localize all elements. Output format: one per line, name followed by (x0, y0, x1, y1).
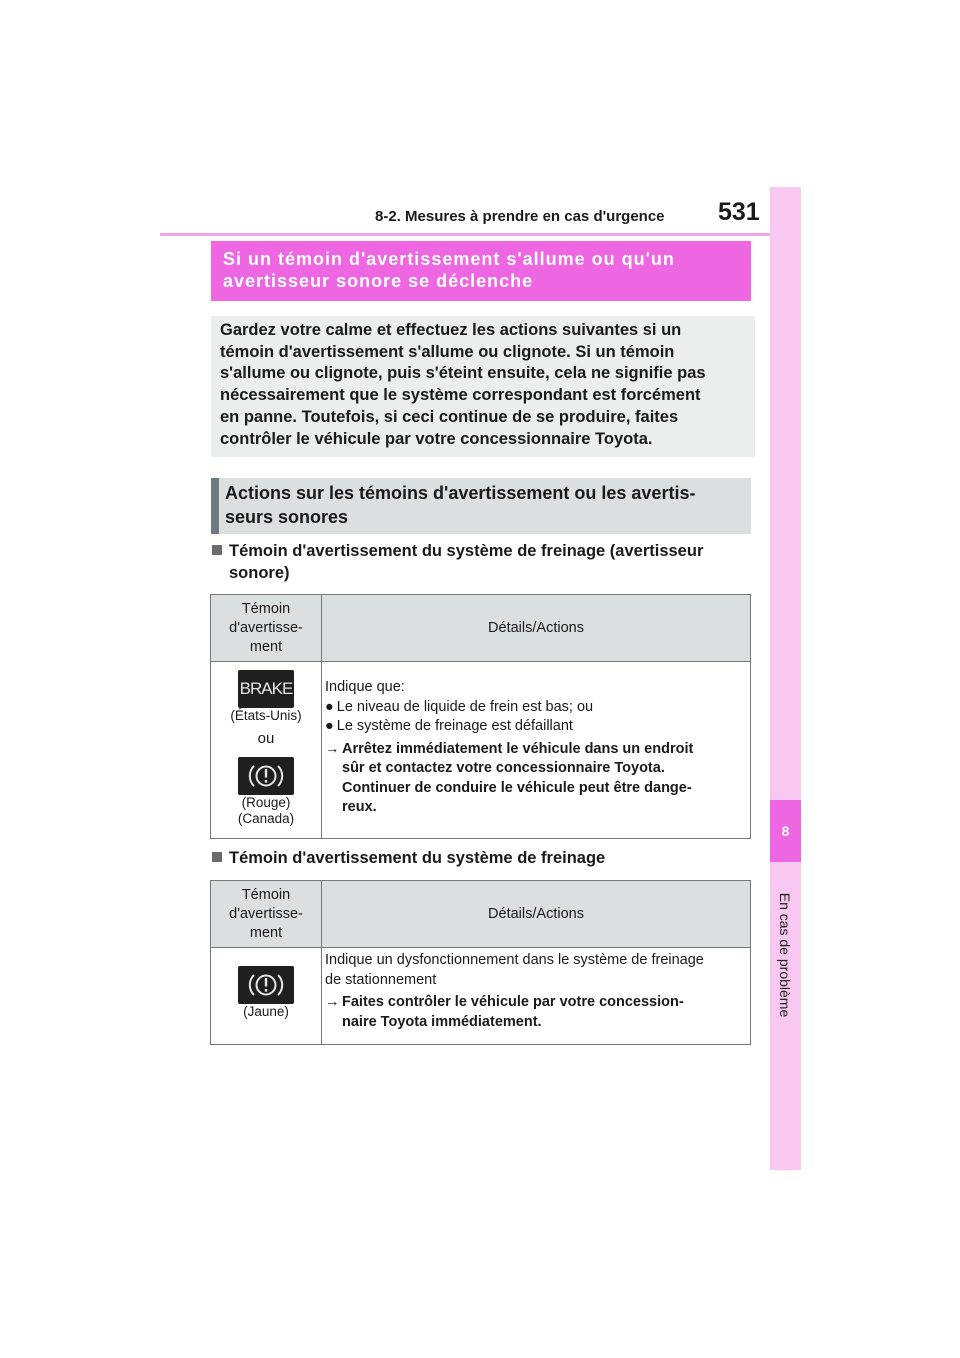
action-line: Continuer de conduire le véhicule peut être dange- (342, 779, 692, 796)
subsection-heading-line-1: Témoin d'avertissement du système de freinage (avertisseur (229, 542, 704, 560)
table-row (211, 662, 751, 839)
page-number: 531 (718, 198, 760, 226)
intro-line: nécessairement que le système correspondant est forcément (220, 386, 701, 405)
header-indicator-line: ment (249, 638, 283, 655)
details-line: Indique un dysfonctionnement dans le système de freinage (325, 952, 704, 968)
header-indicator-line: Témoin (241, 600, 291, 617)
section-heading (211, 478, 751, 534)
action-line: sûr et contactez votre concessionnaire Toyota. (342, 760, 665, 776)
header-indicator (211, 595, 322, 662)
chapter-side-tab (770, 187, 801, 1170)
header-rule (160, 233, 770, 236)
brake-text-warning-icon: BRAKE (238, 670, 294, 708)
table-header-row (211, 881, 751, 948)
subsection-heading-line-1: Témoin d'avertissement du système de freinage (229, 849, 606, 867)
section-heading-line-1: Actions sur les témoins d'avertissement ou les avertis- (225, 483, 696, 503)
intro-panel (211, 316, 755, 457)
header-indicator-line: d'avertisse- (229, 619, 303, 636)
running-head: 8-2. Mesures à prendre en cas d'urgence (375, 208, 665, 225)
indicator-cell (211, 662, 322, 839)
subsection-heading-line-2: sonore) (229, 564, 290, 582)
brake-warning-table (210, 594, 751, 839)
action-text (325, 740, 744, 818)
bullet-item: ● Le niveau de liquide de frein est bas; ou (325, 698, 744, 718)
arrow-right-icon: → (325, 994, 340, 1010)
icon-caption: (Jaune) (243, 1004, 289, 1019)
icon-caption: (Canada) (237, 811, 295, 826)
intro-line: en panne. Toutefois, si ceci continue de se produire, faites (220, 407, 679, 426)
bullet-item: ● Le système de freinage est défaillant (325, 717, 744, 737)
chapter-tab-number: 8 (770, 800, 801, 862)
indicator-cell (211, 948, 322, 1045)
page-title-box (211, 241, 751, 301)
indicates-text: Indique que: (325, 679, 405, 695)
parking-brake-circle-warning-icon (238, 966, 294, 1004)
section-heading-line-2: seurs sonores (225, 507, 349, 527)
header-details: Détails/Actions (322, 595, 751, 662)
action-line: Arrêtez immédiatement le véhicule dans un endroit (342, 740, 694, 757)
arrow-right-icon: → (325, 740, 340, 757)
subsection-heading-parking-brake (212, 847, 605, 869)
action-line: Faites contrôler le véhicule par votre concession- (342, 994, 684, 1010)
header-indicator-line: d'avertisse- (229, 905, 303, 922)
details-cell (322, 948, 751, 1045)
intro-line: Gardez votre calme et effectuez les actions suivantes si un (220, 321, 682, 339)
header-indicator-line: ment (249, 924, 283, 941)
icon-caption: (États-Unis) (230, 708, 302, 723)
details-line: de stationnement (325, 971, 437, 988)
or-text: ou (257, 730, 275, 747)
header-details: Détails/Actions (322, 881, 751, 948)
intro-line: s'allume ou clignote, puis s'éteint ensuite, cela ne signifie pas (220, 364, 706, 383)
chapter-tab-label: En cas de problème (777, 892, 793, 1018)
header-indicator-line: Témoin (241, 886, 291, 903)
brake-circle-warning-icon (238, 757, 294, 795)
page-title-line-1: Si un témoin d'avertissement s'allume ou qu'un (223, 249, 675, 269)
intro-line: contrôler le véhicule par votre concessionnaire Toyota. (220, 429, 653, 448)
table-header-row (211, 595, 751, 662)
subsection-heading-brake-buzzer (212, 540, 703, 584)
header-indicator (211, 881, 322, 948)
table-row (211, 948, 751, 1045)
icon-caption: (Rouge) (241, 795, 291, 810)
action-line: reux. (342, 799, 377, 815)
parking-brake-warning-table (210, 880, 751, 1045)
square-bullet-icon (212, 545, 222, 555)
action-line: naire Toyota immédiatement. (342, 1013, 542, 1030)
action-text (325, 993, 744, 1032)
details-cell (322, 662, 751, 839)
intro-line: témoin d'avertissement s'allume ou clignote. Si un témoin (220, 342, 675, 361)
square-bullet-icon (212, 852, 222, 862)
page-title-line-2: avertisseur sonore se déclenche (223, 271, 534, 291)
